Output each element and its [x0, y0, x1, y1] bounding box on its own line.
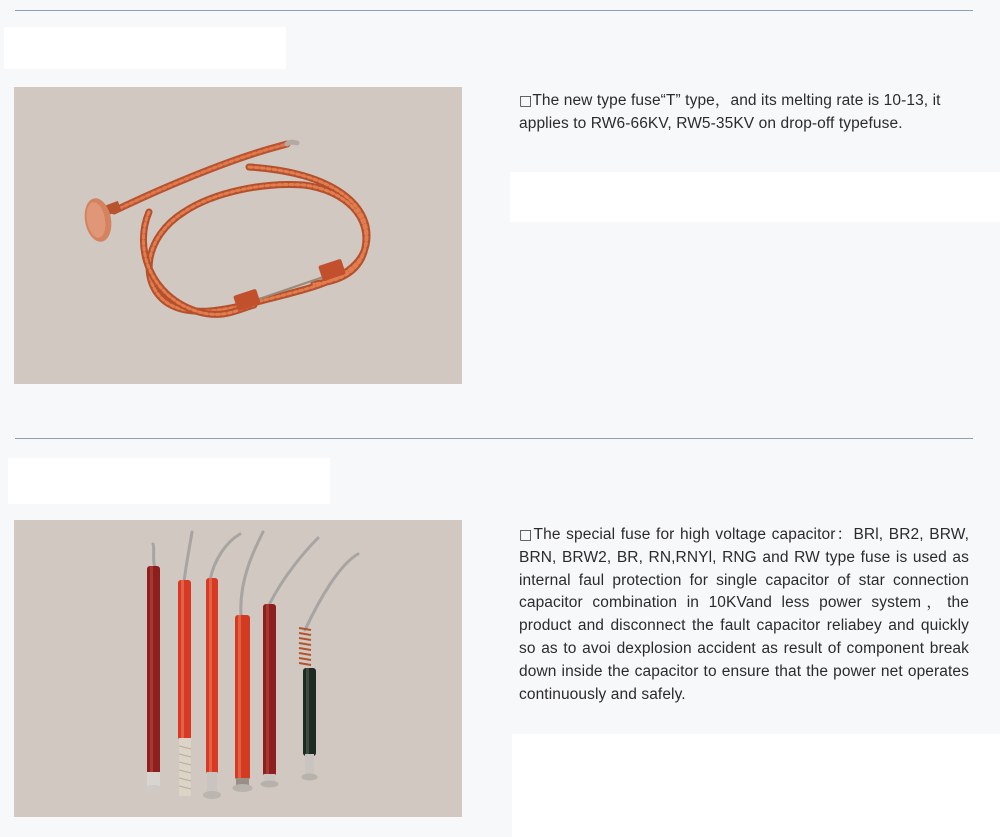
- blank-title-band: [8, 458, 330, 504]
- product-description: [519, 524, 969, 706]
- section-divider: [15, 10, 973, 11]
- blank-caption-band: [510, 172, 1000, 222]
- product-photo-capacitor-fuses: [14, 520, 462, 817]
- capacitor-fuse-rods-icon: [14, 520, 462, 817]
- section-divider: [15, 438, 973, 439]
- blank-caption-band: [512, 734, 1000, 837]
- product-description: [519, 90, 969, 136]
- blank-title-band: [4, 27, 286, 69]
- description-text: The new type fuse“T” type，and its melting rate is 10-13, it applies to RW6-66KV, RW5-35KV on drop-off typefuse.: [519, 92, 941, 132]
- checkbox-bullet-icon: □: [519, 93, 533, 109]
- description-text: The special fuse for high voltage capacitor：BRl, BR2, BRW, BRN, BRW2, BR, RN,RNYl, RNG and RW type fuse is used as internal faul protection for single capacitor of star connection capacitor combination in 10KVand less power system，the product and disconnect the fault capacitor reliabey and quickly so as to avoi dexplosion accident as result of component break down inside the capacitor to ensure that the power net operates continuously and safely.: [519, 526, 969, 703]
- checkbox-bullet-icon: □: [519, 527, 534, 543]
- copper-wire-fuse-icon: [14, 87, 462, 384]
- product-photo-t-type-fuse: [14, 87, 462, 384]
